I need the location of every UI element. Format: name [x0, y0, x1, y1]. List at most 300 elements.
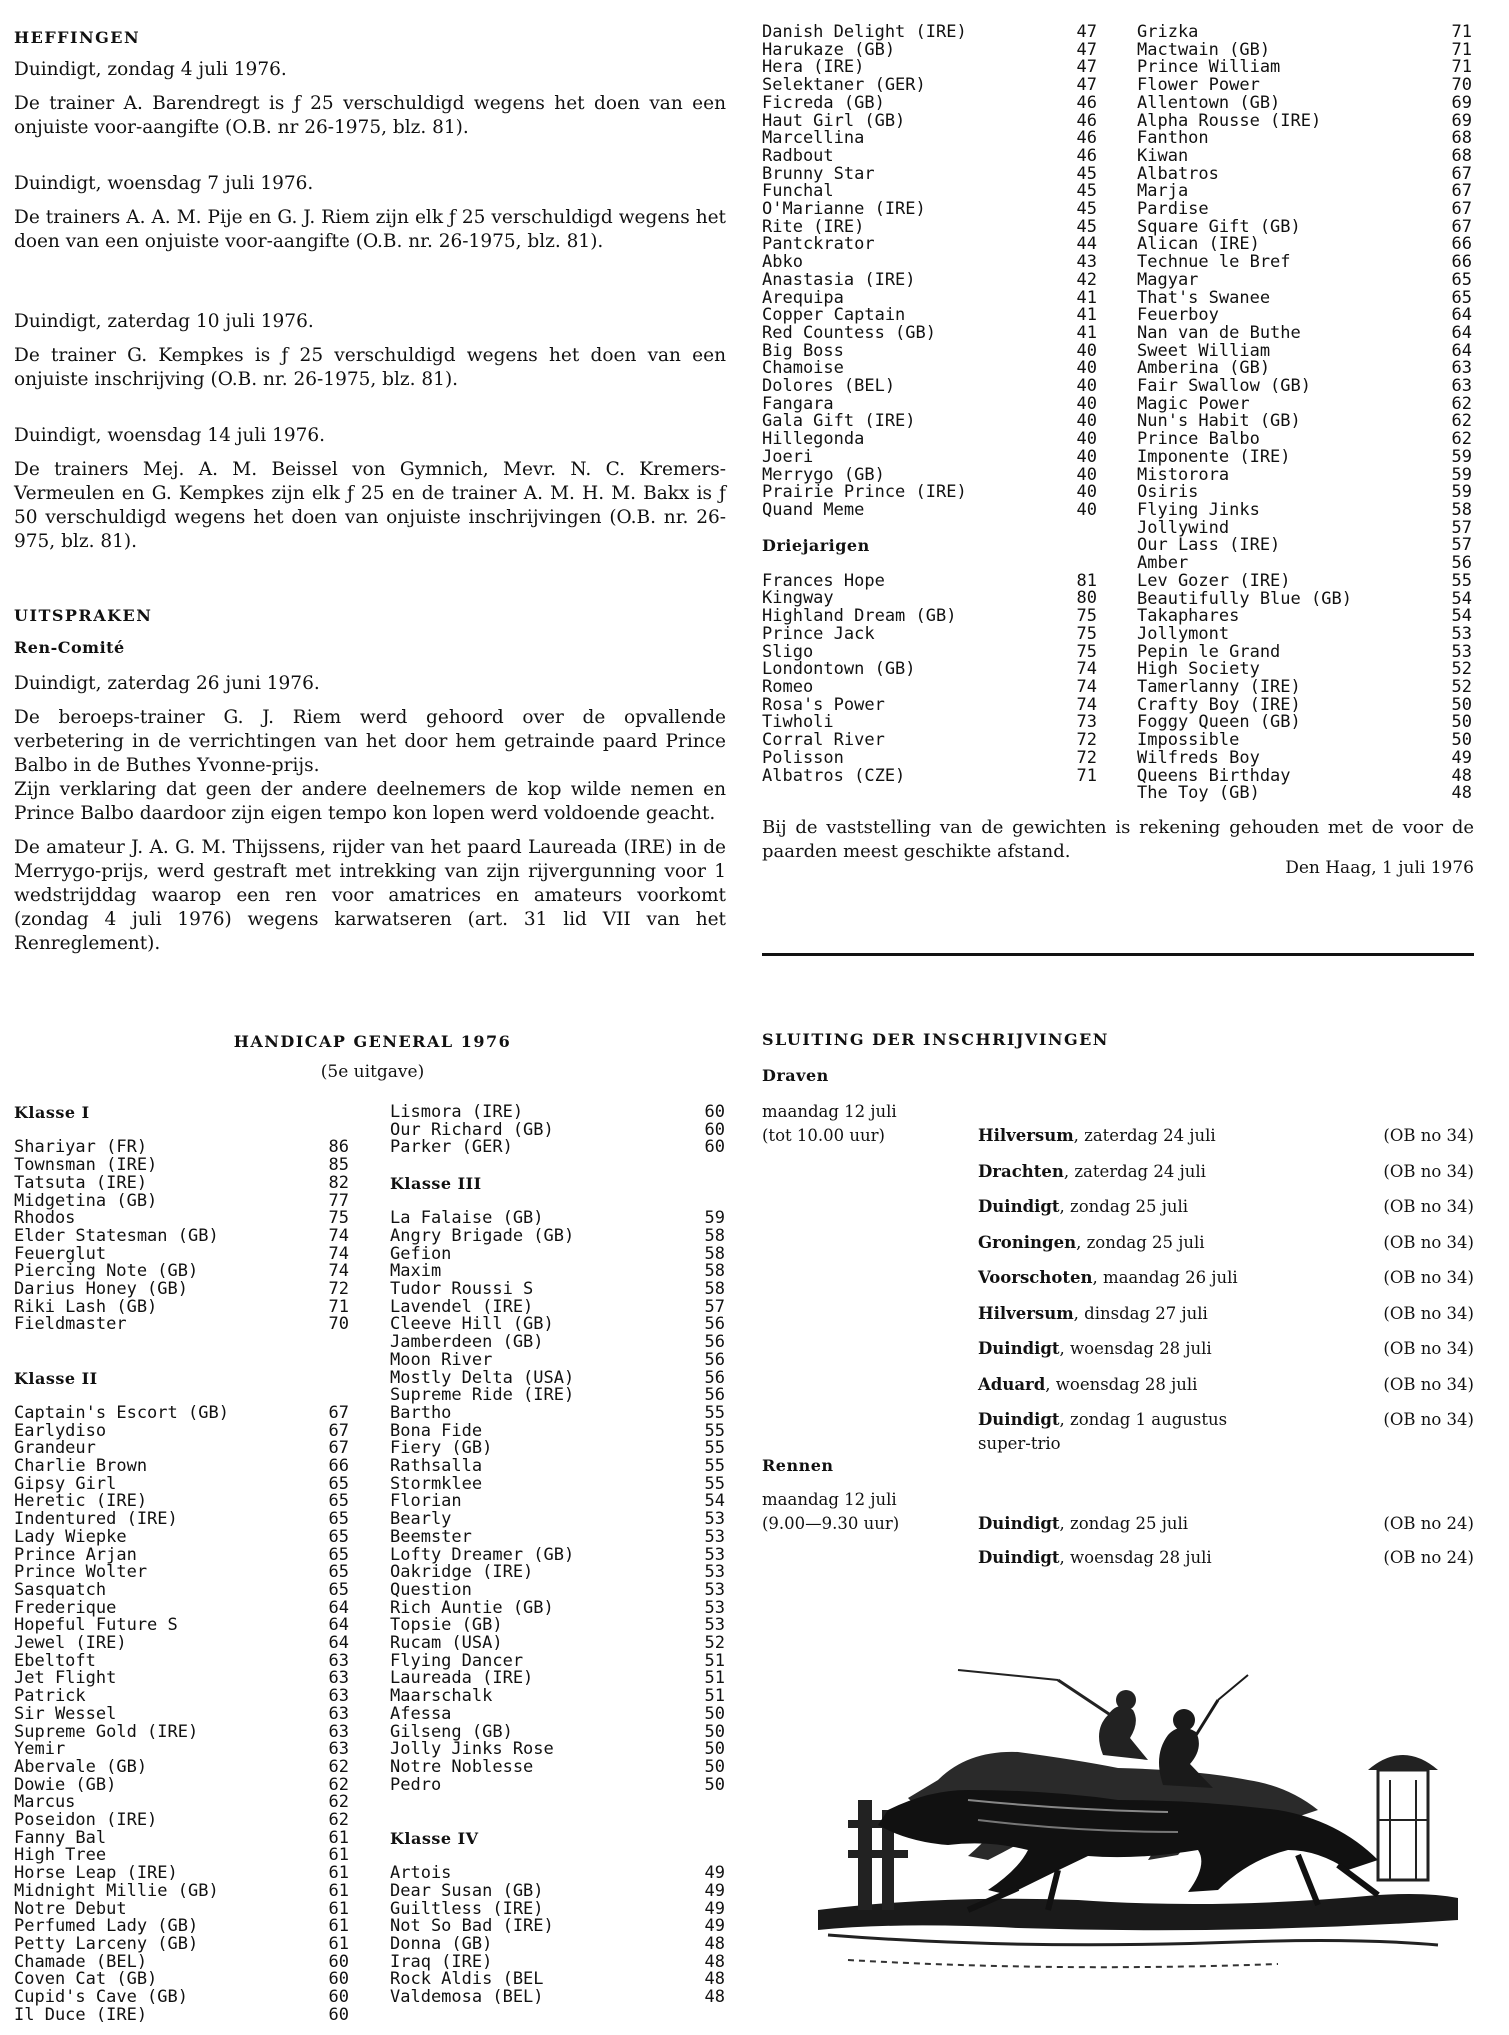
horse-weight: 53: [704, 1579, 725, 1600]
heffing-text: De trainers A. A. M. Pije en G. J. Riem zijn elk ƒ 25 verschuldigd wegens het doen van een onjuiste voor-aangifte (O.B. nr. 26-1975, blz. 81).: [14, 207, 726, 252]
klasse2-label: Klasse II: [14, 1368, 98, 1388]
horse-name: Stormklee: [390, 1473, 483, 1494]
horse-name: Square Gift (GB): [1137, 216, 1301, 237]
horse-weight: 67: [1451, 216, 1472, 237]
horse-name: Artois: [390, 1863, 452, 1884]
horse-weight: 70: [1451, 75, 1472, 96]
horse-weight: 47: [1076, 75, 1097, 96]
horse-weight: 53: [704, 1597, 725, 1618]
horse-name: Pepin le Grand: [1137, 641, 1281, 662]
handicap-edition: (5e uitgave): [320, 1062, 425, 1082]
horse-row: [762, 269, 1099, 290]
horse-name: Rich Auntie (GB): [390, 1597, 554, 1618]
heffing-date: Duindigt, woensdag 14 juli 1976.: [14, 425, 326, 446]
handicap-col-left: [14, 1104, 351, 2025]
horse-weight: 74: [1076, 676, 1097, 697]
horse-name: Osiris: [1137, 482, 1199, 503]
closing-meeting: [978, 1410, 1227, 1429]
horse-name: High Tree: [14, 1845, 107, 1866]
horse-weight: 48: [1451, 765, 1472, 786]
horse-name: Technue le Bref: [1137, 252, 1291, 273]
horse-weight: 69: [1451, 110, 1472, 131]
horse-weight: 60: [328, 2004, 349, 2025]
horse-row: [1137, 623, 1474, 644]
horse-name: Notre Noblesse: [390, 1756, 534, 1777]
horse-weight: 66: [1451, 234, 1472, 255]
uitspraken-section: [14, 672, 726, 966]
horse-row: [390, 1225, 727, 1246]
horse-name: Pantckrator: [762, 234, 875, 255]
horse-name: Petty Larceny (GB): [14, 1933, 199, 1954]
closing-row: [978, 1514, 1474, 1533]
closing-day: , zaterdag 24 juli: [1073, 1126, 1216, 1145]
closing-day: , zondag 25 juli: [1076, 1232, 1205, 1252]
horse-weight: 62: [328, 1774, 349, 1795]
horse-weight: 51: [704, 1668, 725, 1689]
horse-weight: 46: [1076, 145, 1097, 166]
horse-weight: 52: [1451, 677, 1472, 698]
horse-name: Earlydiso: [14, 1420, 107, 1441]
klasse4-label: Klasse IV: [390, 1828, 479, 1848]
klasse1-list: [14, 1139, 351, 1334]
horse-weight: 58: [704, 1261, 725, 1282]
horse-name: Flying Dancer: [390, 1650, 524, 1671]
heffing-block-2: [14, 172, 726, 264]
closing-ob-ref: (OB no 34): [1383, 1197, 1474, 1216]
horse-weight: 63: [328, 1668, 349, 1689]
uitspraken-p2: Zijn verklaring dat geen der andere deelnemers de kop wilde nemen en Prince Balbo daardoor zijn eigen tempo kon lopen werd voldoende geacht.: [14, 779, 726, 824]
horse-row: [762, 623, 1099, 644]
horse-row: [390, 1989, 727, 2007]
closing-day: , zondag 25 juli: [1059, 1514, 1189, 1533]
horse-weight: 42: [1076, 269, 1097, 290]
closing-row: [978, 1197, 1474, 1216]
closing-day: , woensdag 28 juli: [1059, 1548, 1212, 1567]
horse-name: Flying Jinks: [1137, 499, 1260, 520]
horse-weight: 60: [704, 1102, 725, 1122]
horse-weight: 65: [328, 1491, 349, 1512]
horse-weight: 51: [704, 1686, 725, 1707]
horse-weight: 63: [1451, 376, 1472, 397]
horse-name: Fieldmaster: [14, 1314, 127, 1335]
horse-weight: 63: [328, 1686, 349, 1707]
horse-weight: 47: [1076, 22, 1097, 42]
closing-place: Aduard: [978, 1374, 1046, 1394]
supertrio-note: super-trio: [978, 1434, 1061, 1453]
horse-name: Alican (IRE): [1137, 234, 1260, 255]
horse-name: Charlie Brown: [14, 1456, 148, 1476]
horse-name: Marcellina: [762, 128, 865, 149]
heffing-date: Duindigt, woensdag 7 juli 1976.: [14, 173, 314, 194]
horse-name: Prince Wolter: [14, 1562, 148, 1583]
horse-name: Copper Captain: [762, 305, 906, 326]
horse-weight: 63: [328, 1739, 349, 1760]
closing-day: , woensdag 28 juli: [1059, 1339, 1212, 1358]
handicap-signoff: Den Haag, 1 juli 1976: [1285, 858, 1474, 878]
horse-name: Magic Power: [1137, 393, 1250, 414]
horse-weight: 50: [704, 1703, 725, 1724]
horse-name: Abko: [762, 252, 803, 273]
horse-weight: 74: [328, 1243, 349, 1264]
horse-name: Jamberdeen (GB): [390, 1332, 544, 1353]
horse-weight: 50: [704, 1739, 725, 1760]
sluiting-title: SLUITING DER INSCHRIJVINGEN: [762, 1030, 1109, 1049]
horse-weight: 48: [704, 1951, 725, 1972]
horse-name: Rhodos: [14, 1208, 76, 1229]
horse-name: Kiwan: [1137, 145, 1189, 166]
closing-day: , dinsdag 27 juli: [1073, 1303, 1208, 1323]
horse-weight: 62: [1451, 393, 1472, 414]
horse-weight: 62: [328, 1792, 349, 1813]
horse-weight: 75: [1076, 606, 1097, 627]
horse-name: Maarschalk: [390, 1686, 493, 1707]
section-divider: [762, 953, 1474, 956]
handicap-note: Bij de vaststelling van de gewichten is rekening gehouden met de voor de paarden meest geschikte afstand.: [762, 817, 1474, 862]
horse-name: Arequipa: [762, 287, 844, 308]
horse-weight: 57: [1451, 517, 1472, 538]
horse-name: Pedro: [390, 1774, 442, 1795]
horse-weight: 45: [1076, 216, 1097, 237]
horse-weight: 72: [1076, 747, 1097, 768]
horse-name: Lofty Dreamer (GB): [390, 1544, 575, 1565]
horse-name: Highland Dream (GB): [762, 606, 957, 627]
horse-weight: 64: [1451, 340, 1472, 361]
horse-name: Tiwholi: [762, 712, 834, 733]
rennen-label: Rennen: [762, 1456, 834, 1475]
closing-row: [978, 1126, 1474, 1145]
horse-weight: 69: [1451, 92, 1472, 113]
horse-row: [1137, 145, 1474, 166]
closing-meeting: [978, 1514, 1188, 1533]
closing-ob-ref: (OB no 34): [1383, 1232, 1474, 1252]
horse-weight: 49: [1451, 747, 1472, 768]
horse-weight: 64: [328, 1633, 349, 1654]
horse-name: Jewel (IRE): [14, 1633, 127, 1654]
horse-name: Wilfreds Boy: [1137, 747, 1260, 768]
horse-name: Hera (IRE): [762, 57, 865, 78]
horse-row: [390, 1526, 727, 1547]
horse-row: [1137, 322, 1474, 343]
driejarigen-continued-list: [1137, 24, 1474, 803]
horse-weight: 65: [328, 1544, 349, 1565]
handicap-title: HANDICAP GENERAL 1976: [233, 1032, 512, 1051]
horse-name: Not So Bad (IRE): [390, 1916, 554, 1937]
horse-row: [14, 1703, 351, 1724]
horse-name: That's Swanee: [1137, 287, 1271, 308]
horse-name: Bearly: [390, 1509, 452, 1530]
horse-weight: 54: [704, 1491, 725, 1512]
horse-weight: 80: [1076, 588, 1097, 609]
horse-weight: 56: [704, 1314, 725, 1335]
closing-meeting: [978, 1197, 1188, 1216]
closing-row: [978, 1233, 1474, 1252]
horse-name: Takaphares: [1137, 606, 1240, 627]
horse-name: Magyar: [1137, 269, 1199, 290]
horse-weight: 75: [328, 1208, 349, 1229]
klasse2-continued-list: [390, 1104, 727, 1157]
horse-weight: 67: [1451, 181, 1472, 202]
heffing-block-4: [14, 424, 726, 564]
horse-name: Heretic (IRE): [14, 1491, 148, 1512]
horse-weight: 50: [704, 1774, 725, 1795]
horse-name: Gala Gift (IRE): [762, 411, 916, 432]
closing-place: Duindigt: [978, 1548, 1060, 1567]
horse-name: Poseidon (IRE): [14, 1810, 158, 1831]
horse-row: [14, 1526, 351, 1547]
horse-weight: 65: [1451, 287, 1472, 308]
closing-ob-ref: (OB no 34): [1383, 1374, 1474, 1394]
horse-weight: 61: [328, 1933, 349, 1954]
horse-weight: 58: [704, 1243, 725, 1264]
closing-day: , woensdag 28 juli: [1045, 1374, 1198, 1394]
horse-name: Quand Meme: [762, 499, 865, 520]
heffing-date: Duindigt, zaterdag 10 juli 1976.: [14, 311, 314, 332]
horse-name: Il Duce (IRE): [14, 2004, 148, 2025]
horse-weight: 67: [328, 1438, 349, 1459]
horse-row: [762, 765, 1099, 786]
closing-row: [978, 1304, 1474, 1323]
horse-row: [762, 747, 1099, 768]
horse-weight: 74: [1076, 659, 1097, 680]
horse-weight: 52: [704, 1633, 725, 1654]
horse-weight: 56: [1451, 553, 1472, 574]
horse-name: Gilseng (GB): [390, 1721, 513, 1742]
horse-weight: 71: [1451, 57, 1472, 78]
horse-name: Prairie Prince (IRE): [762, 482, 967, 503]
heffingen-title: HEFFINGEN: [14, 28, 141, 47]
driejarigen-list: [762, 570, 1099, 786]
closing-ob-ref: (OB no 34): [1383, 1161, 1474, 1181]
horse-weight: 62: [1451, 429, 1472, 450]
closing-ob-ref: (OB no 34): [1383, 1126, 1474, 1145]
horse-weight: 46: [1076, 128, 1097, 149]
horse-name: Hopeful Future S: [14, 1615, 178, 1636]
horse-row: [390, 1579, 727, 1600]
closing-ob-ref: (OB no 34): [1383, 1268, 1474, 1287]
horse-weight: 66: [328, 1456, 349, 1476]
horse-name: Brunny Star: [762, 163, 875, 184]
closing-meeting: [978, 1304, 1208, 1323]
horse-weight: 47: [1076, 39, 1097, 60]
horse-weight: 65: [328, 1579, 349, 1600]
horse-weight: 59: [1451, 482, 1472, 503]
horse-weight: 49: [704, 1863, 725, 1884]
horse-name: Moon River: [390, 1349, 493, 1370]
horse-weight: 75: [1076, 623, 1097, 644]
horse-name: Mostly Delta (USA): [390, 1367, 575, 1388]
closing-place: Hilversum: [978, 1303, 1074, 1323]
horse-name: Florian: [390, 1491, 462, 1512]
horse-name: Tatsuta (IRE): [14, 1172, 148, 1193]
draven-when-date: maandag 12 juli: [762, 1102, 897, 1121]
horse-name: Grandeur: [14, 1438, 96, 1459]
horse-weight: 45: [1076, 199, 1097, 220]
horse-name: Red Countess (GB): [762, 322, 936, 343]
horse-name: Corral River: [762, 730, 885, 751]
horse-name: Yemir: [14, 1739, 66, 1760]
uitspraken-title: UITSPRAKEN: [14, 606, 153, 625]
closing-day: , maandag 26 juli: [1092, 1268, 1238, 1287]
horse-name: Ebeltoft: [14, 1650, 96, 1671]
horse-row: [1137, 446, 1474, 467]
horse-name: Harukaze (GB): [762, 39, 896, 60]
horse-weight: 71: [328, 1296, 349, 1317]
horse-weight: 60: [704, 1137, 725, 1158]
closing-meeting: [978, 1339, 1212, 1358]
horse-name: Jolly Jinks Rose: [390, 1739, 554, 1760]
horse-weight: 74: [1076, 694, 1097, 715]
heffing-text: De trainer A. Barendregt is ƒ 25 verschuldigd wegens het doen van een onjuiste voor-aangifte (O.B. nr 26-1975, blz. 81).: [14, 93, 726, 138]
horse-name: Prince Arjan: [14, 1544, 137, 1565]
horse-name: Perfumed Lady (GB): [14, 1916, 199, 1937]
horse-name: Rock Aldis (BEL: [390, 1969, 544, 1990]
horse-row: [762, 145, 1099, 166]
horse-name: Our Lass (IRE): [1137, 535, 1281, 556]
horse-name: Fanny Bal: [14, 1827, 107, 1848]
horse-name: Guiltless (IRE): [390, 1898, 544, 1919]
horse-weight: 63: [328, 1650, 349, 1671]
horse-weight: 54: [1451, 588, 1472, 609]
horse-name: O'Marianne (IRE): [762, 199, 926, 220]
horse-weight: 51: [704, 1650, 725, 1671]
horse-name: Jet Flight: [14, 1668, 117, 1689]
rennen-when-time: (9.00—9.30 uur): [762, 1514, 900, 1533]
horse-row: [390, 1774, 727, 1795]
horse-weight: 71: [1076, 765, 1097, 786]
horse-name: Nun's Habit (GB): [1137, 411, 1301, 432]
horse-weight: 62: [328, 1810, 349, 1831]
horse-name: Feuerglut: [14, 1243, 107, 1264]
horse-row: [14, 1172, 351, 1193]
horse-weight: 40: [1076, 464, 1097, 485]
horse-row: [762, 236, 1099, 254]
horse-weight: 82: [328, 1172, 349, 1193]
heffingen-section: [14, 58, 726, 150]
horse-weight: 74: [328, 1261, 349, 1282]
horse-weight: 58: [704, 1225, 725, 1246]
horse-name: Sasquatch: [14, 1579, 107, 1600]
horse-weight: 56: [704, 1385, 725, 1406]
horse-name: Fanthon: [1137, 128, 1209, 149]
horse-weight: 48: [1451, 783, 1472, 804]
horse-weight: 43: [1076, 252, 1097, 273]
horse-name: Marcus: [14, 1792, 76, 1813]
horse-name: Beemster: [390, 1526, 472, 1547]
horse-name: Gefion: [390, 1243, 452, 1264]
horse-name: Beautifully Blue (GB): [1137, 588, 1352, 609]
closing-meeting: [978, 1375, 1197, 1394]
ren-comite-title: Ren-Comité: [14, 638, 125, 657]
closing-place: Duindigt: [978, 1410, 1060, 1429]
horse-row: [1137, 785, 1474, 803]
horse-name: Dolores (BEL): [762, 376, 896, 397]
horse-name: Fiery (GB): [390, 1438, 493, 1459]
horse-name: Sir Wessel: [14, 1703, 117, 1724]
horse-name: Lady Wiepke: [14, 1526, 127, 1547]
horse-weight: 74: [328, 1225, 349, 1246]
horse-name: Big Boss: [762, 340, 844, 361]
horse-name: The Toy (GB): [1137, 783, 1260, 804]
closing-place: Groningen: [978, 1232, 1077, 1252]
closing-place: Duindigt: [978, 1339, 1060, 1358]
horse-row: [14, 1402, 351, 1423]
horse-name: Danish Delight (IRE): [762, 22, 967, 42]
horse-weight: 54: [1451, 606, 1472, 627]
horse-name: Afessa: [390, 1703, 452, 1724]
horse-name: Nan van de Buthe: [1137, 322, 1301, 343]
horse-name: Feuerboy: [1137, 305, 1219, 326]
horse-weight: 72: [1076, 730, 1097, 751]
horse-weight: 41: [1076, 322, 1097, 343]
horse-weight: 68: [1451, 128, 1472, 149]
horse-weight: 55: [704, 1456, 725, 1477]
horse-name: Frederique: [14, 1597, 117, 1618]
horse-weight: 67: [1451, 199, 1472, 220]
horse-name: Townsman (IRE): [14, 1155, 158, 1176]
horse-name: Patrick: [14, 1686, 86, 1707]
horse-row: [762, 92, 1099, 113]
horse-weight: 53: [704, 1615, 725, 1636]
horse-weight: 41: [1076, 287, 1097, 308]
horse-name: Prince Jack: [762, 623, 875, 644]
horse-weight: 40: [1076, 429, 1097, 450]
horse-weight: 65: [1451, 269, 1472, 290]
horse-name: Shariyar (FR): [14, 1137, 148, 1158]
horse-weight: 71: [1451, 39, 1472, 60]
horse-row: [1137, 747, 1474, 768]
horse-row: [1137, 570, 1474, 591]
horse-name: Gipsy Girl: [14, 1473, 117, 1494]
horse-weight: 46: [1076, 110, 1097, 131]
klasse4-continued-list: [762, 24, 1099, 520]
horse-weight: 40: [1076, 393, 1097, 414]
horse-name: Prince William: [1137, 57, 1281, 78]
horse-weight: 67: [328, 1420, 349, 1441]
horse-name: Radbout: [762, 145, 834, 166]
horse-weight: 50: [704, 1756, 725, 1777]
horse-row: [762, 322, 1099, 343]
horse-name: Flower Power: [1137, 75, 1260, 96]
horse-name: Midnight Millie (GB): [14, 1880, 219, 1901]
horse-name: Chamoise: [762, 358, 844, 379]
horse-name: Bartho: [390, 1402, 452, 1423]
horse-weight: 57: [704, 1296, 725, 1317]
closing-place: Drachten: [978, 1161, 1064, 1181]
horse-name: Tudor Roussi S: [390, 1279, 534, 1299]
closing-ob-ref: (OB no 24): [1383, 1514, 1474, 1533]
draven-when-time: (tot 10.00 uur): [762, 1126, 885, 1145]
horse-weight: 61: [328, 1863, 349, 1884]
horse-name: Our Richard (GB): [390, 1119, 554, 1140]
horse-weight: 60: [704, 1119, 725, 1140]
horse-weight: 45: [1076, 181, 1097, 202]
horse-weight: 57: [1451, 535, 1472, 556]
horse-weight: 50: [1451, 694, 1472, 715]
horse-weight: 66: [1451, 252, 1472, 273]
horse-weight: 56: [704, 1349, 725, 1370]
horse-weight: 60: [328, 1987, 349, 2008]
horse-row: [390, 1139, 727, 1157]
horse-name: Impossible: [1137, 730, 1240, 751]
horse-name: Maxim: [390, 1261, 442, 1282]
horse-name: Supreme Gold (IRE): [14, 1721, 199, 1742]
closing-row: [978, 1268, 1474, 1287]
klasse4-list: [390, 1865, 727, 2007]
horse-weight: 58: [704, 1279, 725, 1299]
horse-weight: 50: [1451, 730, 1472, 751]
horse-weight: 59: [1451, 446, 1472, 467]
horse-weight: 70: [328, 1314, 349, 1335]
